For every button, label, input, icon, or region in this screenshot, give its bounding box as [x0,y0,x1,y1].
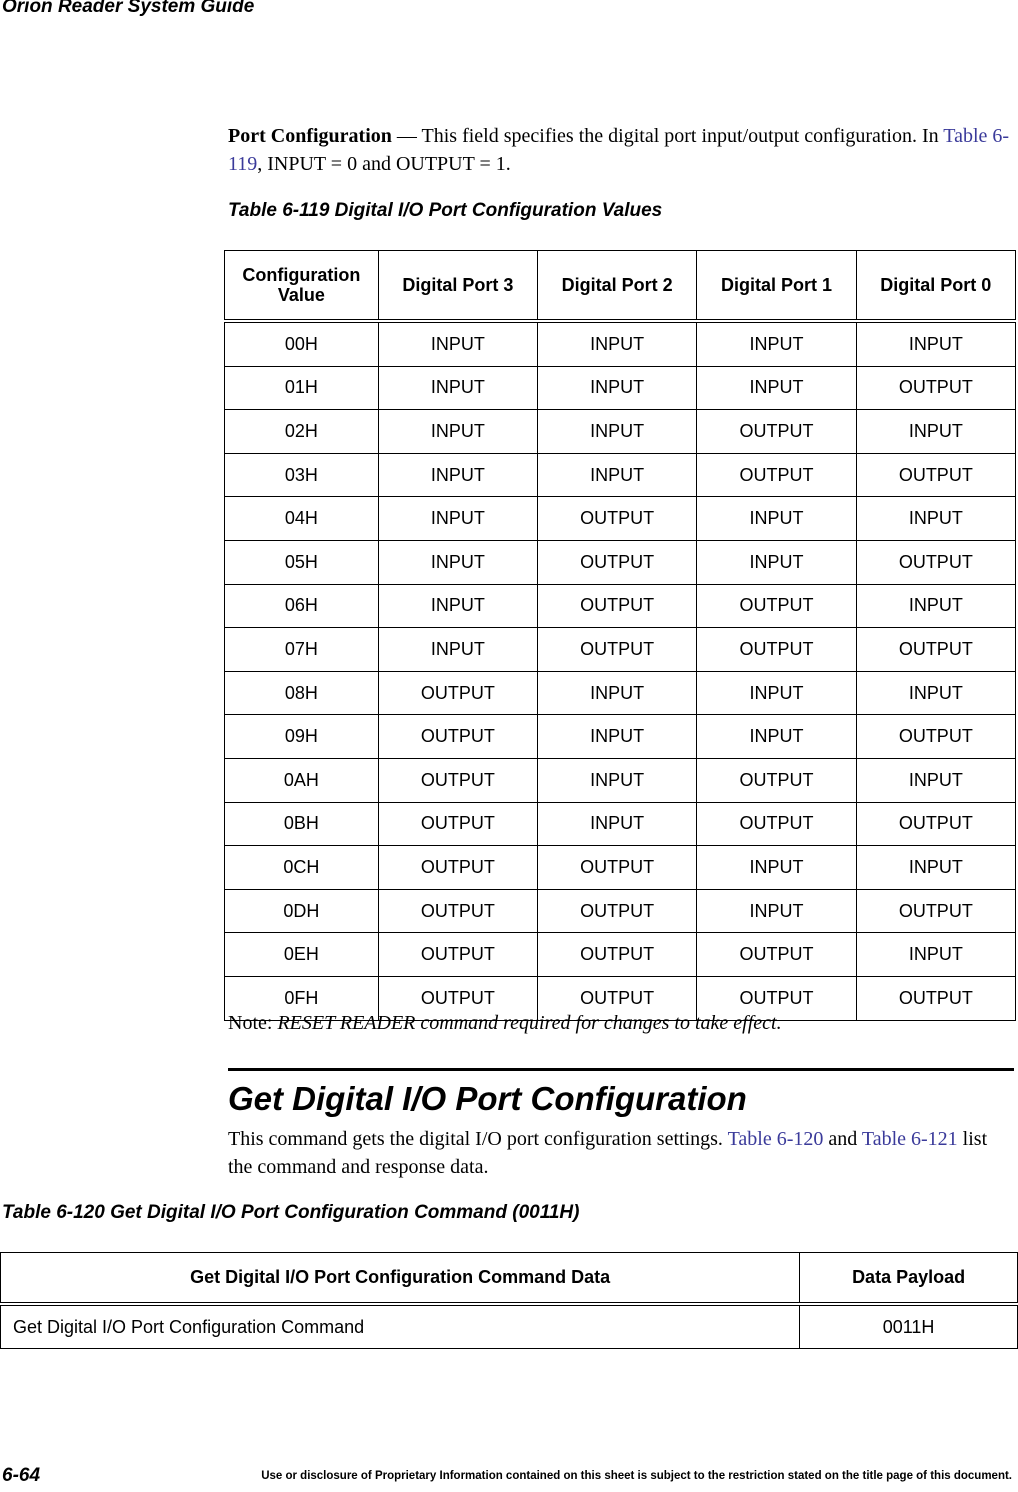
table-row [225,540,1016,584]
table-cell: 06H [225,584,379,628]
link-table-6-119[interactable]: Table 6-119 [228,125,1010,175]
table-cell: OUTPUT [378,976,537,1020]
table-row [225,584,1016,628]
table-row [225,453,1016,497]
table-cell: OUTPUT [697,933,856,977]
table-header-row [1,1253,1018,1305]
table-cell: OUTPUT [697,628,856,672]
table-cell: INPUT [378,497,537,541]
table-cell: INPUT [856,584,1015,628]
table-cell: 03H [225,453,379,497]
section-text-2: and [823,1128,862,1150]
table-cell: 0AH [225,758,379,802]
table-cell: OUTPUT [856,628,1015,672]
table-cell: OUTPUT [856,366,1015,410]
note-label: Note: [228,1012,278,1034]
table-cell: INPUT [538,453,697,497]
table-cell: OUTPUT [538,976,697,1020]
page-number: 6-64 [2,1465,41,1486]
table-cell: INPUT [378,540,537,584]
table-cell: 0DH [225,889,379,933]
table-cell: 07H [225,628,379,672]
table-cell: OUTPUT [378,758,537,802]
table-119-caption: Table 6-119 Digital I/O Port Configuration Values [228,200,663,221]
table-cell: 0EH [225,933,379,977]
header-configuration-value: Configuration Value [225,251,379,322]
table-cell: OUTPUT [538,846,697,890]
section-text-1: This command gets the digital I/O port configuration settings. [228,1128,728,1150]
table-cell: OUTPUT [378,933,537,977]
table-cell: INPUT [856,758,1015,802]
table-cell: INPUT [856,321,1015,366]
table-cell: OUTPUT [697,453,856,497]
table-row [225,321,1016,366]
table-cell: INPUT [378,366,537,410]
table-row [225,410,1016,454]
table-cell: 0CH [225,846,379,890]
table-cell: OUTPUT [697,410,856,454]
digital-io-config-table [224,250,1016,1021]
table-cell: INPUT [538,671,697,715]
table-cell: OUTPUT [856,976,1015,1020]
section-divider [228,1068,1014,1071]
table-row [225,758,1016,802]
header-digital-port-3: Digital Port 3 [378,251,537,322]
table-row [225,497,1016,541]
header-digital-port-1: Digital Port 1 [697,251,856,322]
table-row [225,933,1016,977]
table-cell: OUTPUT [378,802,537,846]
table-cell: INPUT [538,366,697,410]
intro-text-2: , INPUT = 0 and OUTPUT = 1. [257,153,511,175]
table-cell: OUTPUT [378,715,537,759]
table-cell: INPUT [856,933,1015,977]
table-row [225,846,1016,890]
table-cell: OUTPUT [856,540,1015,584]
table-cell: INPUT [378,453,537,497]
table-cell: INPUT [538,321,697,366]
table-cell: OUTPUT [538,628,697,672]
table-cell: OUTPUT [856,715,1015,759]
table-cell: OUTPUT [856,889,1015,933]
table-cell: 08H [225,671,379,715]
table-cell: INPUT [538,802,697,846]
header-digital-port-2: Digital Port 2 [538,251,697,322]
table-cell: OUTPUT [538,497,697,541]
note-text: RESET READER command required for changes to take effect. [277,1012,782,1034]
header-data-payload: Data Payload [800,1253,1018,1305]
table-cell: INPUT [697,321,856,366]
table-cell: OUTPUT [538,933,697,977]
table-cell: INPUT [697,715,856,759]
intro-text-1: This field specifies the digital port input/output configuration. In [421,125,944,147]
table-cell: INPUT [538,410,697,454]
section-heading: Get Digital I/O Port Configuration [228,1080,747,1117]
get-config-command-table [0,1252,1018,1349]
table-cell: INPUT [697,846,856,890]
proprietary-notice: Use or disclosure of Proprietary Information contained on this sheet is subject to the restriction stated on the title page of this document. [261,1470,1012,1482]
table-cell: 00H [225,321,379,366]
table-cell: OUTPUT [378,671,537,715]
table-cell: INPUT [697,889,856,933]
table-cell: INPUT [378,321,537,366]
port-configuration-paragraph [228,122,1018,178]
table-cell: INPUT [697,671,856,715]
table-cell: OUTPUT [697,802,856,846]
table-cell: 05H [225,540,379,584]
table-cell: INPUT [378,410,537,454]
table-cell: OUTPUT [538,584,697,628]
table-row [225,889,1016,933]
table-cell: OUTPUT [538,540,697,584]
table-120-caption: Table 6-120 Get Digital I/O Port Configuration Command (0011H) [2,1202,580,1223]
table-cell: INPUT [856,846,1015,890]
link-table-6-120[interactable]: Table 6-120 [727,1128,824,1150]
table-cell: OUTPUT [378,846,537,890]
table-cell: INPUT [856,671,1015,715]
table-cell: OUTPUT [856,802,1015,846]
header-command-data: Get Digital I/O Port Configuration Command Data [1,1253,800,1305]
table-row [1,1304,1018,1349]
term-port-configuration: Port Configuration [228,125,392,147]
section-paragraph [228,1125,1014,1181]
table-cell: INPUT [697,366,856,410]
table-cell: 02H [225,410,379,454]
table-row [225,366,1016,410]
table-cell: OUTPUT [538,889,697,933]
table-cell: OUTPUT [697,758,856,802]
cell-command-name: Get Digital I/O Port Configuration Command [1,1304,800,1349]
table-cell: INPUT [538,758,697,802]
table-cell: 04H [225,497,379,541]
table-cell: INPUT [538,715,697,759]
table-cell: 01H [225,366,379,410]
table-cell: OUTPUT [856,453,1015,497]
table-cell: 09H [225,715,379,759]
running-header-title: Orion Reader System Guide [2,0,255,17]
table-row [225,802,1016,846]
table-cell: 0FH [225,976,379,1020]
table-cell: INPUT [856,497,1015,541]
table-row [225,628,1016,672]
table-cell: INPUT [378,584,537,628]
table-row [225,671,1016,715]
section-text-3: list the command and response data. [228,1128,988,1178]
table-cell: INPUT [697,540,856,584]
header-digital-port-0: Digital Port 0 [856,251,1015,322]
table-row [225,715,1016,759]
link-table-6-121[interactable]: Table 6-121 [861,1128,958,1150]
table-cell: OUTPUT [378,889,537,933]
cell-payload: 0011H [800,1304,1018,1349]
table-header-row [225,251,1016,322]
table-cell: INPUT [697,497,856,541]
table-cell: 0BH [225,802,379,846]
table-cell: INPUT [378,628,537,672]
note [228,1012,782,1035]
table-cell: INPUT [856,410,1015,454]
table-cell: OUTPUT [697,976,856,1020]
em-dash: — [391,125,422,147]
table-cell: OUTPUT [697,584,856,628]
